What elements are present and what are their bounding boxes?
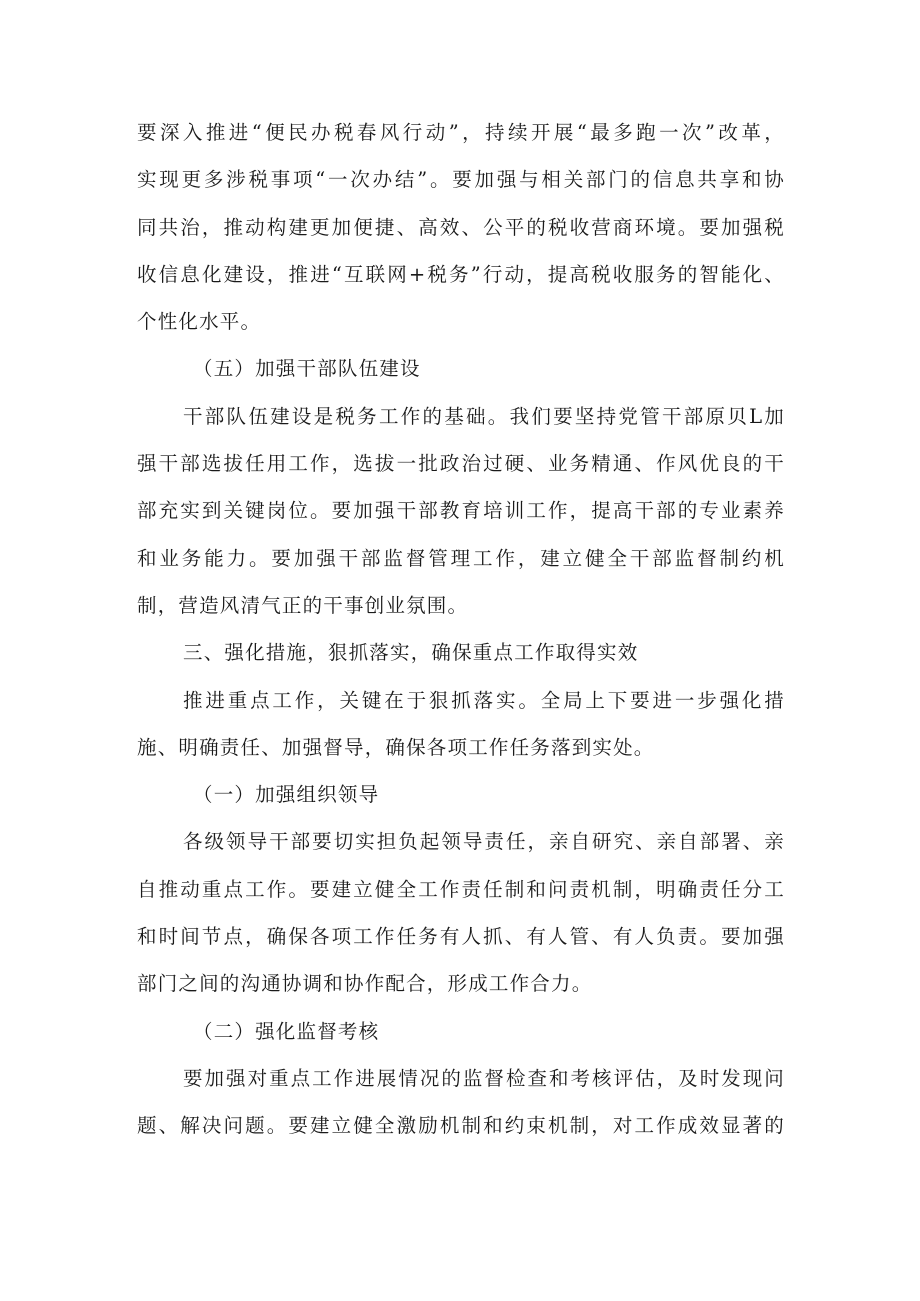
paragraph-line: 部门之间的沟通协调和协作配合，形成工作合力。 <box>137 972 593 996</box>
document-body <box>137 109 785 1150</box>
paragraph-line: 制，营造风清气正的干事创业氛围。 <box>137 593 469 617</box>
paragraph-line: 部充实到关键岗位。要加强干部教育培训工作，提高干部的专业素养 <box>137 499 785 523</box>
paragraph-line: 实现更多涉税事项“一次办结”。要加强与相关部门的信息共享和协 <box>137 168 785 192</box>
paragraph-line: 同共治，推动构建更加便捷、高效、公平的税收营商环境。要加强税 <box>137 215 785 239</box>
paragraph-line: 自推动重点工作。要建立健全工作责任制和问责机制，明确责任分工 <box>137 877 785 901</box>
section-heading: 三、强化措施，狠抓落实，确保重点工作取得实效 <box>183 641 639 665</box>
paragraph-line: 个性化水平。 <box>137 310 262 334</box>
paragraph-line: 施、明确责任、加强督导，确保各项工作任务落到实处。 <box>137 735 655 759</box>
paragraph-line: 强干部选拔任用工作，选拔一批政治过硬、业务精通、作风优良的干 <box>137 452 785 476</box>
paragraph-line: 和时间节点，确保各项工作任务有人抓、有人管、有人负责。要加强 <box>137 925 785 949</box>
paragraph-line: 各级领导干部要切实担负起领导责任，亲自研究、亲自部署、亲 <box>183 830 785 854</box>
section-heading: （一）加强组织领导 <box>193 783 380 807</box>
section-heading: （二）强化监督考核 <box>193 1019 380 1043</box>
paragraph-line: 推进重点工作，关键在于狠抓落实。全局上下要进一步强化措 <box>183 688 785 712</box>
paragraph-line: 干部队伍建设是税务工作的基础。我们要坚持党管干部原贝L加 <box>183 404 785 428</box>
paragraph-line: 要深入推进“便民办税春风行动”，持续开展“最多跑一次”改革， <box>137 121 785 144</box>
paragraph-line: 收信息化建设，推进“互联网+税务”行动，提高税收服务的智能化、 <box>137 262 785 286</box>
paragraph-line: 和业务能力。要加强干部监督管理工作，建立健全干部监督制约机 <box>137 546 785 570</box>
paragraph-line: 要加强对重点工作进展情况的监督检查和考核评估，及时发现问 <box>183 1066 785 1090</box>
section-heading: （五）加强干部队伍建设 <box>193 357 421 381</box>
paragraph-line: 题、解决问题。要建立健全激励机制和约束机制，对工作成效显著的 <box>137 1114 785 1138</box>
